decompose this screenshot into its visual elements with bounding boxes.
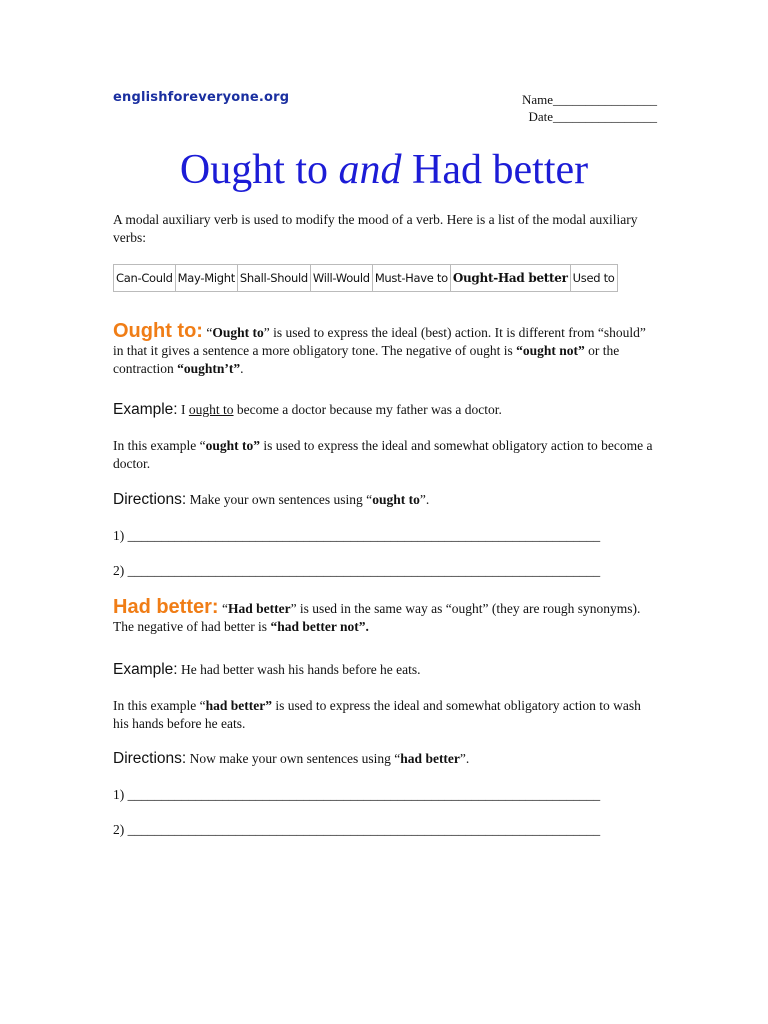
title-part-1: Ought to: [179, 147, 339, 193]
had-definition: [113, 598, 658, 636]
modal-cell: Will-Would: [310, 265, 372, 292]
explanation-text: In this example “: [113, 698, 206, 713]
ought-answer-line-1[interactable]: 1) ______________________________________________________________________: [113, 528, 601, 543]
ought-example: [113, 401, 658, 419]
ought-explanation: [113, 437, 658, 473]
had-example: [113, 661, 658, 679]
site-logo: [113, 90, 289, 105]
ought-directions: [113, 491, 658, 509]
directions-text: ”.: [459, 751, 470, 766]
explanation-term: had better”: [205, 698, 272, 713]
example-label: Example:: [113, 401, 178, 418]
had-term: Had better: [227, 601, 291, 616]
modal-cell: May-Might: [175, 265, 237, 292]
example-text: He had better wash his hands before he eats.: [177, 662, 421, 677]
name-line: Name________________: [521, 92, 657, 107]
had-answer-line-1[interactable]: 1) ______________________________________________________________________: [113, 787, 601, 802]
title-part-2: Had better: [401, 147, 589, 193]
ought-negative: “ought not”: [516, 343, 585, 358]
modal-cell: Must-Have to: [372, 265, 450, 292]
date-line: Date________________: [528, 109, 657, 124]
directions-term: ought to: [372, 492, 420, 507]
ought-desc-2: or the contraction: [113, 343, 620, 376]
modal-cell: Used to: [570, 265, 617, 292]
quote: “: [218, 601, 228, 616]
directions-text: ”.: [419, 492, 430, 507]
directions-label: Directions:: [113, 491, 187, 508]
had-heading: Had better:: [113, 596, 219, 618]
explanation-text: In this example “: [113, 438, 206, 453]
logo-text-post: everyone.org: [189, 90, 290, 105]
ought-answer-line-2[interactable]: 2) ______________________________________________________________________: [113, 563, 601, 578]
example-underline: ought to: [188, 402, 234, 417]
intro-paragraph: A modal auxiliary verb is used to modify the mood of a verb. Here is a list of the modal auxiliary verbs:: [113, 212, 638, 245]
modal-verbs-table: [113, 264, 618, 292]
modal-cell-highlight: Ought-Had better: [450, 265, 570, 292]
name-date-block: [497, 91, 657, 125]
logo-text-pre: englishfor: [113, 90, 190, 105]
title-and: and: [338, 147, 402, 193]
example-text: I: [177, 402, 189, 417]
ought-term: Ought to: [212, 325, 264, 340]
page-title: [0, 146, 768, 194]
explanation-text: is used to express the ideal and somewhat obligatory action to wash his hands before he eats.: [113, 698, 641, 731]
ought-desc-1: ” is used to express the ideal (best) action. It is different from “should” in that it gives a sentence a more obligatory tone. The negative of ought is: [113, 325, 646, 358]
directions-label: Directions:: [113, 750, 187, 767]
example-label: Example:: [113, 661, 178, 678]
directions-term: had better: [400, 751, 460, 766]
explanation-term: ought to”: [205, 438, 260, 453]
ought-heading: Ought to:: [113, 320, 203, 342]
explanation-text: is used to express the ideal and somewhat obligatory action to become a doctor.: [113, 438, 653, 471]
directions-text: Make your own sentences using “: [186, 492, 373, 507]
ought-definition: [113, 322, 658, 378]
ought-desc-3: .: [240, 361, 244, 376]
quote: “: [206, 325, 213, 340]
had-directions: [113, 750, 658, 768]
modal-cell: Shall-Should: [237, 265, 310, 292]
had-desc-1: ” is used in the same way as “ought” (they are rough synonyms). The negative of had better is: [113, 601, 641, 634]
directions-text: Now make your own sentences using “: [186, 751, 401, 766]
modal-cell: Can-Could: [114, 265, 176, 292]
had-explanation: [113, 697, 658, 733]
had-negative: “had better not”.: [270, 619, 369, 634]
had-answer-line-2[interactable]: 2) ______________________________________________________________________: [113, 822, 601, 837]
ought-contraction: “oughtn’t”: [177, 361, 241, 376]
example-text: become a doctor because my father was a doctor.: [233, 402, 502, 417]
